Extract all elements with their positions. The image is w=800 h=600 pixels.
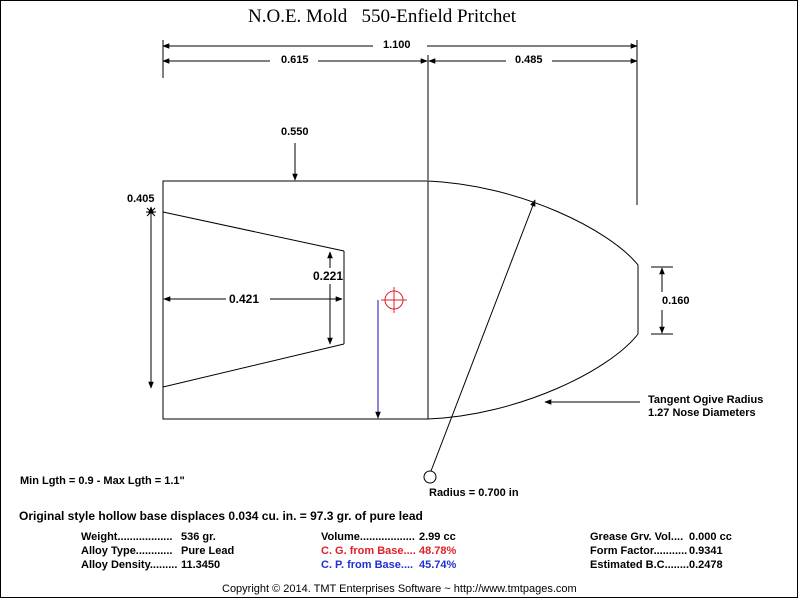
- stat-value-cg: 48.78%: [419, 545, 457, 557]
- stat-value-alloy-density: 11.3450: [181, 559, 221, 571]
- stat-value-grease-volume: 0.000 cc: [689, 531, 732, 543]
- stat-label-estimated-bc: Estimated B.C........: [590, 559, 690, 571]
- ogive-radius-label: Radius = 0.700 in: [429, 487, 519, 499]
- hollow-base-note: Original style hollow base displaces 0.034 cu. in. = 97.3 gr. of pure lead: [19, 509, 423, 523]
- stat-label-cp: C. P. from Base....: [321, 559, 414, 571]
- stat-label-weight: Weight..................: [81, 531, 173, 543]
- extension-lines: [163, 40, 637, 205]
- stat-value-estimated-bc: 0.2478: [689, 559, 723, 571]
- ogive-label-line1: Tangent Ogive Radius: [648, 394, 764, 406]
- dim-hollow-mouth-label: 0.221: [313, 269, 344, 283]
- stat-value-weight: 536 gr.: [181, 531, 216, 543]
- stat-label-alloy-density: Alloy Density.........: [81, 559, 178, 571]
- stat-label-form-factor: Form Factor...........: [590, 545, 688, 557]
- dim-nose-label: 0.485: [515, 54, 543, 66]
- ogive-radius-line: [431, 200, 535, 471]
- copyright: Copyright © 2014. TMT Enterprises Software ~ http://www.tmtpages.com: [222, 583, 577, 595]
- stat-label-alloy-type: Alloy Type............: [81, 545, 173, 557]
- ogive-center-marker: [424, 471, 436, 483]
- dim-overall-label: 1.100: [383, 39, 411, 51]
- dim-meplat-label: 0.160: [662, 295, 690, 307]
- stat-label-volume: Volume..................: [321, 531, 415, 543]
- page-title: N.O.E. Mold 550-Enfield Pritchet: [248, 6, 517, 27]
- length-range: Min Lgth = 0.9 - Max Lgth = 1.1": [20, 475, 185, 487]
- stat-label-cg: C. G. from Base....: [321, 545, 416, 557]
- dim-body-label: 0.615: [281, 54, 309, 66]
- stat-value-form-factor: 0.9341: [689, 545, 723, 557]
- stat-value-cp: 45.74%: [419, 559, 457, 571]
- cg-marker: [381, 287, 407, 313]
- stat-value-volume: 2.99 cc: [419, 531, 456, 543]
- dim-hollow-depth-label: 0.421: [229, 292, 260, 306]
- stat-label-grease-volume: Grease Grv. Vol....: [590, 531, 684, 543]
- ogive-label-line2: 1.27 Nose Diameters: [648, 407, 756, 419]
- dim-diameter-label: 0.550: [281, 126, 309, 138]
- base-diameter-star: [146, 207, 156, 217]
- stat-value-alloy-type: Pure Lead: [181, 545, 235, 557]
- dim-base-diameter-label: 0.405: [127, 193, 155, 205]
